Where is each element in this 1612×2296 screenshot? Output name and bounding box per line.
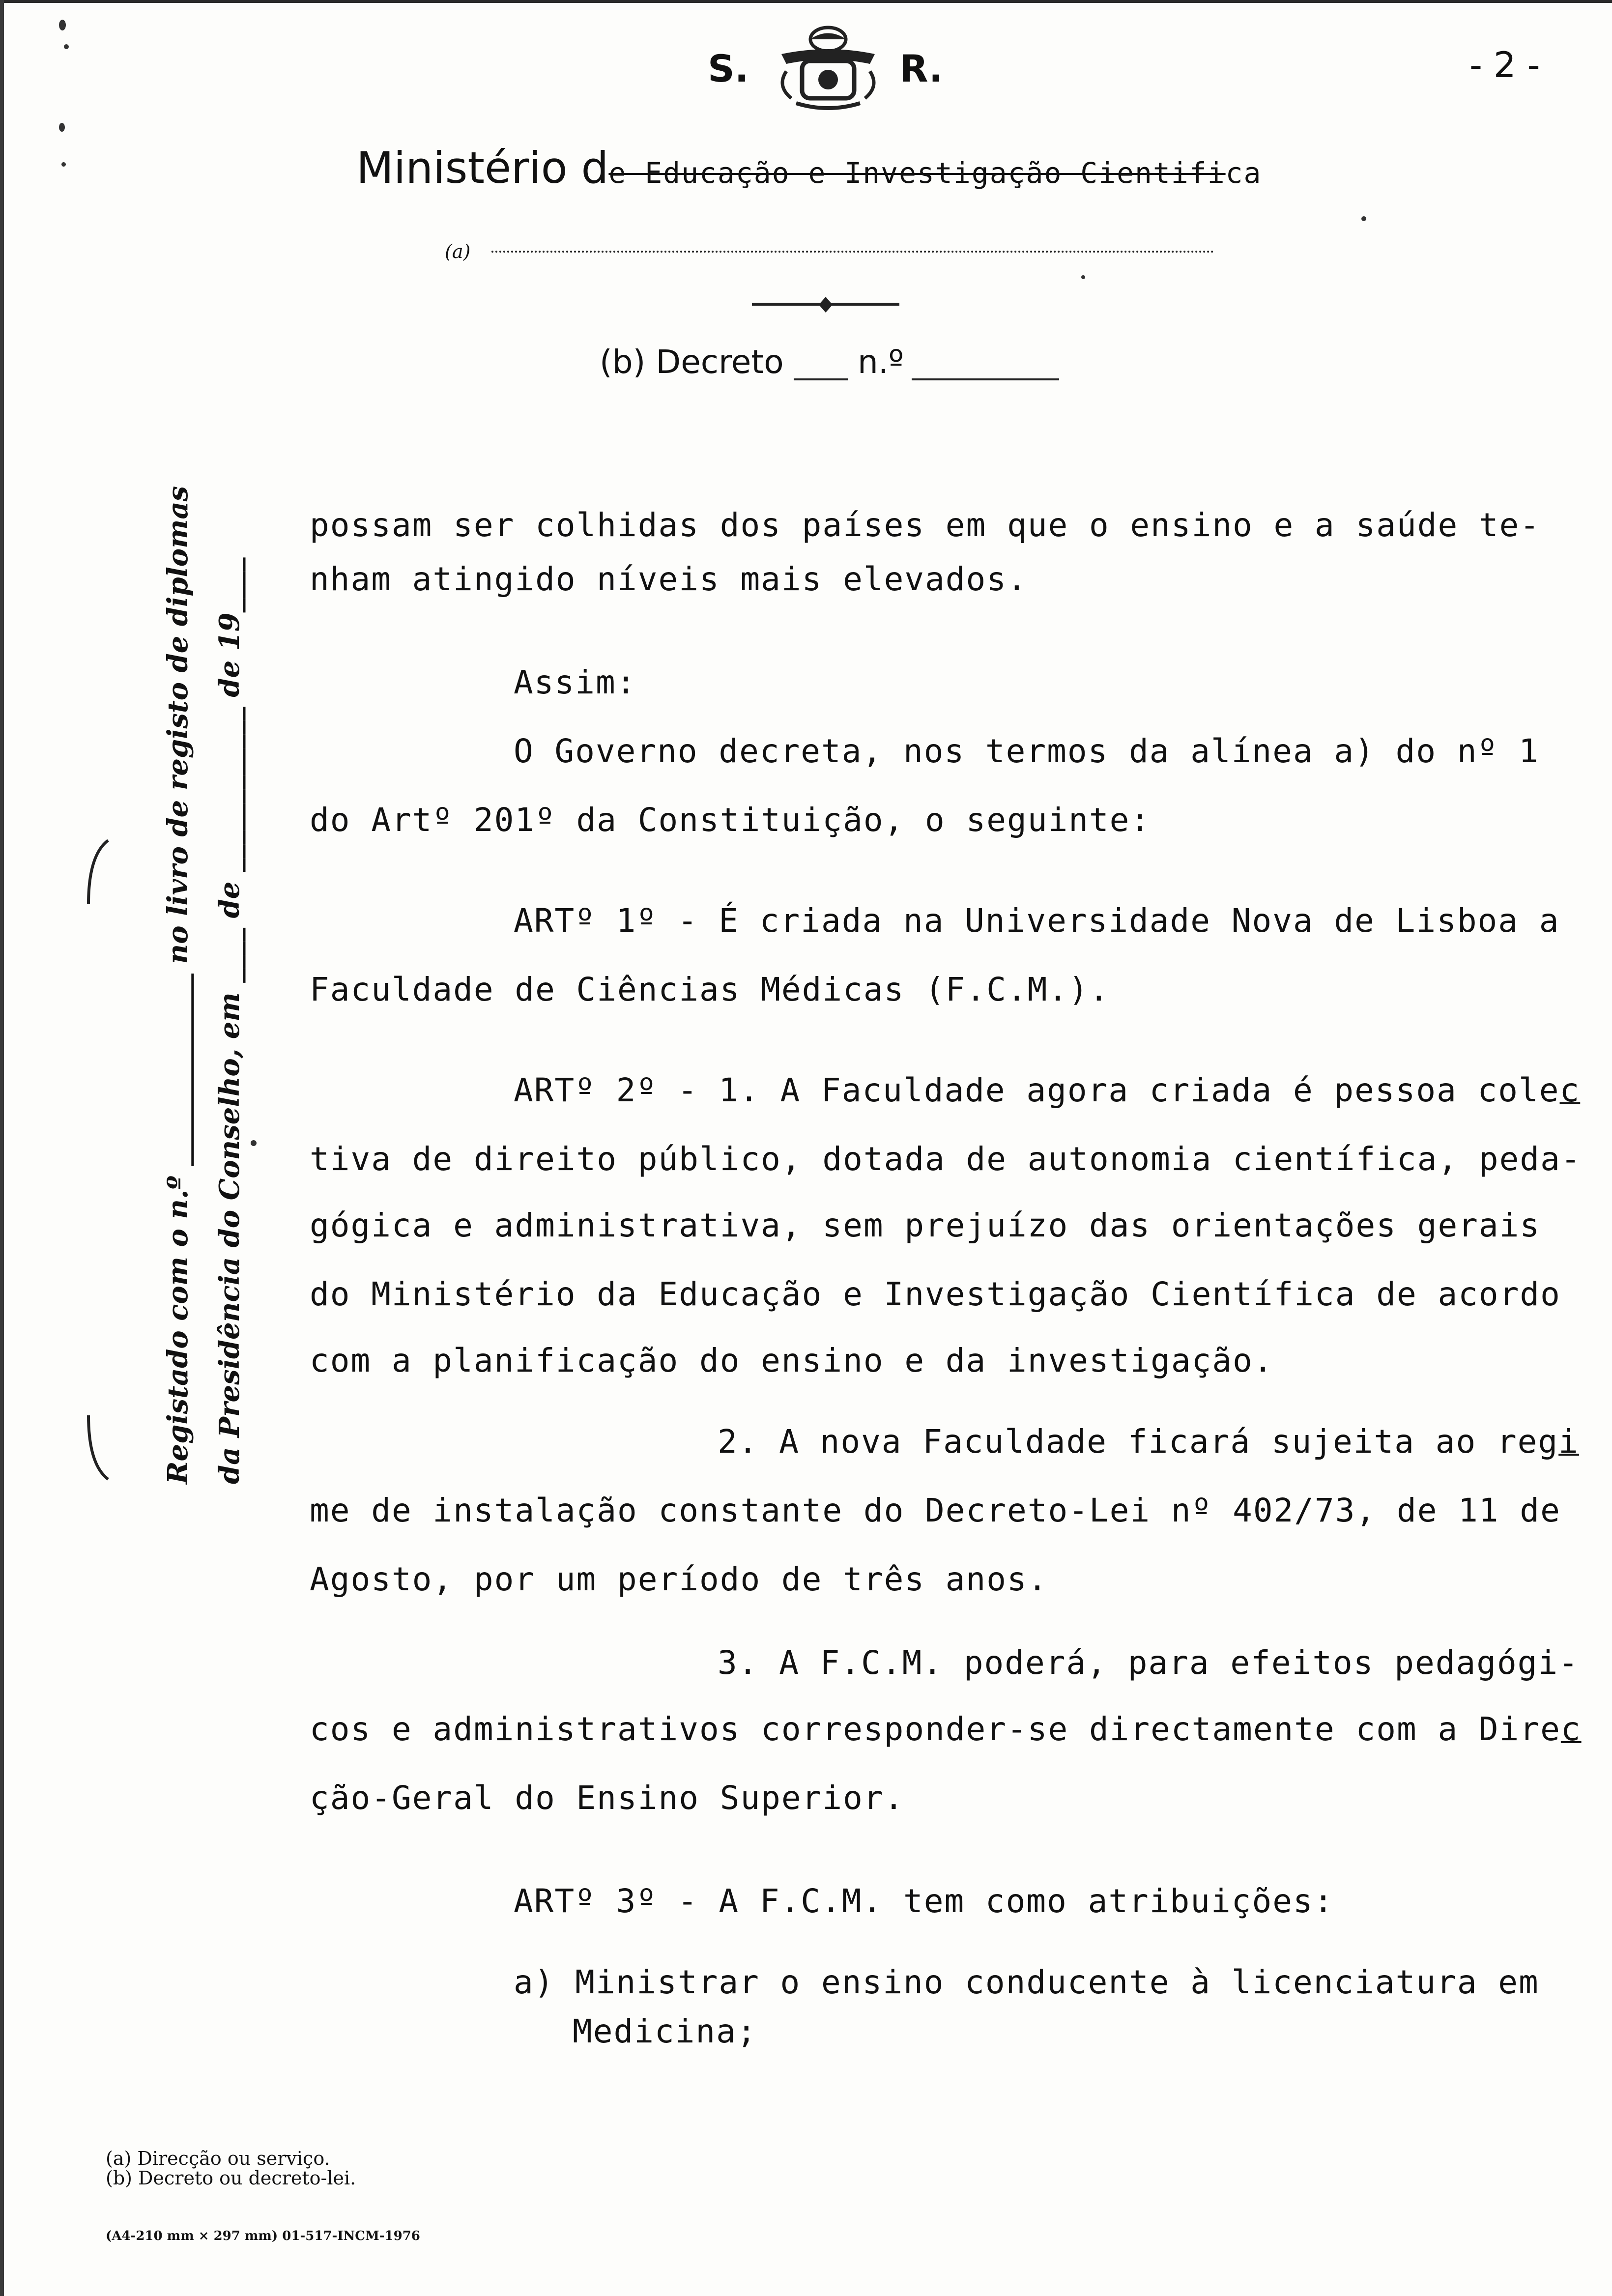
- margin-note-line-1: Registado com o n.º ______________ no livro de registo de diplomas: [162, 486, 194, 1484]
- margin-registration-note: [152, 486, 256, 1484]
- assim-line: Assim:: [514, 663, 637, 701]
- article-2-line-3: gógica e administrativa, sem prejuízo das orientações gerais: [310, 1206, 1541, 1244]
- ministry-typed-name: e Educação e Investigação Cientifi: [608, 156, 1226, 190]
- decree-number-label: n.º: [858, 343, 904, 381]
- decree-label: (b) Decreto: [600, 343, 784, 381]
- article-1-line-1: ARTº 1º - É criada na Universidade Nova de Lisboa a: [514, 902, 1560, 940]
- article-1-line-2: Faculdade de Ciências Médicas (F.C.M.).: [310, 971, 1110, 1008]
- article-2-item-2-line-3: Agosto, por um período de três anos.: [310, 1560, 1048, 1598]
- article-2-line-1: [514, 1071, 1580, 1109]
- article-2-item-2-line-1: [718, 1423, 1579, 1461]
- decree-type-blank: [794, 378, 848, 380]
- article-2-item-3-line-1: 3. A F.C.M. poderá, para efeitos pedagógi-: [718, 1644, 1579, 1682]
- article-3-item-a-line-1: a) Ministrar o ensino conducente à licenciatura em: [514, 1963, 1539, 2001]
- paragraph-2-line-2: do Artº 201º da Constituição, o seguinte:: [310, 801, 1151, 839]
- print-format-info: (A4-210 mm × 297 mm) 01-517-INCM-1976: [106, 2229, 420, 2243]
- scan-speck: [64, 44, 69, 49]
- article-2-item-3-line-2-underlined: c: [1560, 1710, 1582, 1748]
- article-3-item-a-line-2: Medicina;: [573, 2012, 757, 2050]
- ministry-title: [356, 143, 1262, 193]
- line-a-label: (a): [445, 241, 471, 262]
- page-number: - 2 -: [1469, 44, 1540, 86]
- decree-number-blank: [912, 378, 1059, 380]
- decree-title: [600, 343, 784, 381]
- service-blank-line: [491, 251, 1214, 253]
- article-2-item-3-line-2-text: cos e administrativos corresponder-se directamente com a Dire: [310, 1710, 1561, 1748]
- margin-brace-icon: [74, 835, 113, 1484]
- ministry-prefix: Ministério d: [356, 143, 609, 193]
- article-2-item-3-line-2: [310, 1710, 1582, 1748]
- footnote-b: (b) Decreto ou decreto-lei.: [106, 2167, 356, 2189]
- scan-speck: [59, 123, 65, 132]
- paragraph-1-line-1: possam ser colhidas dos países em que o ensino e a saúde te-: [310, 506, 1541, 544]
- article-2-item-2-line-1-underlined: i: [1558, 1423, 1579, 1461]
- paragraph-2-line-1: O Governo decreta, nos termos da alínea a) do nº 1: [514, 732, 1539, 770]
- scan-speck: [1081, 275, 1085, 279]
- article-2-item-3-line-3: ção-Geral do Ensino Superior.: [310, 1779, 905, 1817]
- ministry-suffix: ca: [1225, 156, 1262, 190]
- article-2-item-2-line-1-text: 2. A nova Faculdade ficará sujeita ao reg: [718, 1423, 1559, 1461]
- article-2-line-5: com a planificação do ensino e da investigação.: [310, 1342, 1274, 1379]
- footnote-a: (a) Direcção ou serviço.: [106, 2148, 330, 2169]
- header-left-letter: S.: [708, 47, 749, 90]
- margin-note-line-2: da Presidência do Conselho, em ____ de ____________ de 19____: [213, 557, 246, 1484]
- coat-of-arms-icon: [772, 25, 885, 111]
- ornament-divider-icon: [752, 294, 899, 316]
- paragraph-1-line-2: nham atingido níveis mais elevados.: [310, 560, 1028, 598]
- article-2-line-4: do Ministério da Educação e Investigação Científica de acordo: [310, 1275, 1561, 1313]
- article-2-line-1-text: ARTº 2º - 1. A Faculdade agora criada é pessoa cole: [514, 1071, 1560, 1109]
- scan-speck: [1361, 216, 1366, 221]
- left-edge-rule: [0, 0, 4, 2296]
- article-2-line-2: tiva de direito público, dotada de autonomia científica, peda-: [310, 1140, 1582, 1178]
- article-2-line-1-underlined: c: [1559, 1071, 1581, 1109]
- article-2-item-2-line-2: me de instalação constante do Decreto-Lei nº 402/73, de 11 de: [310, 1492, 1561, 1529]
- header-right-letter: R.: [899, 47, 943, 90]
- article-3-line-1: ARTº 3º - A F.C.M. tem como atribuições:: [514, 1882, 1334, 1920]
- top-edge-rule: [0, 0, 1612, 3]
- scan-speck: [59, 20, 66, 30]
- scan-speck: [61, 162, 66, 167]
